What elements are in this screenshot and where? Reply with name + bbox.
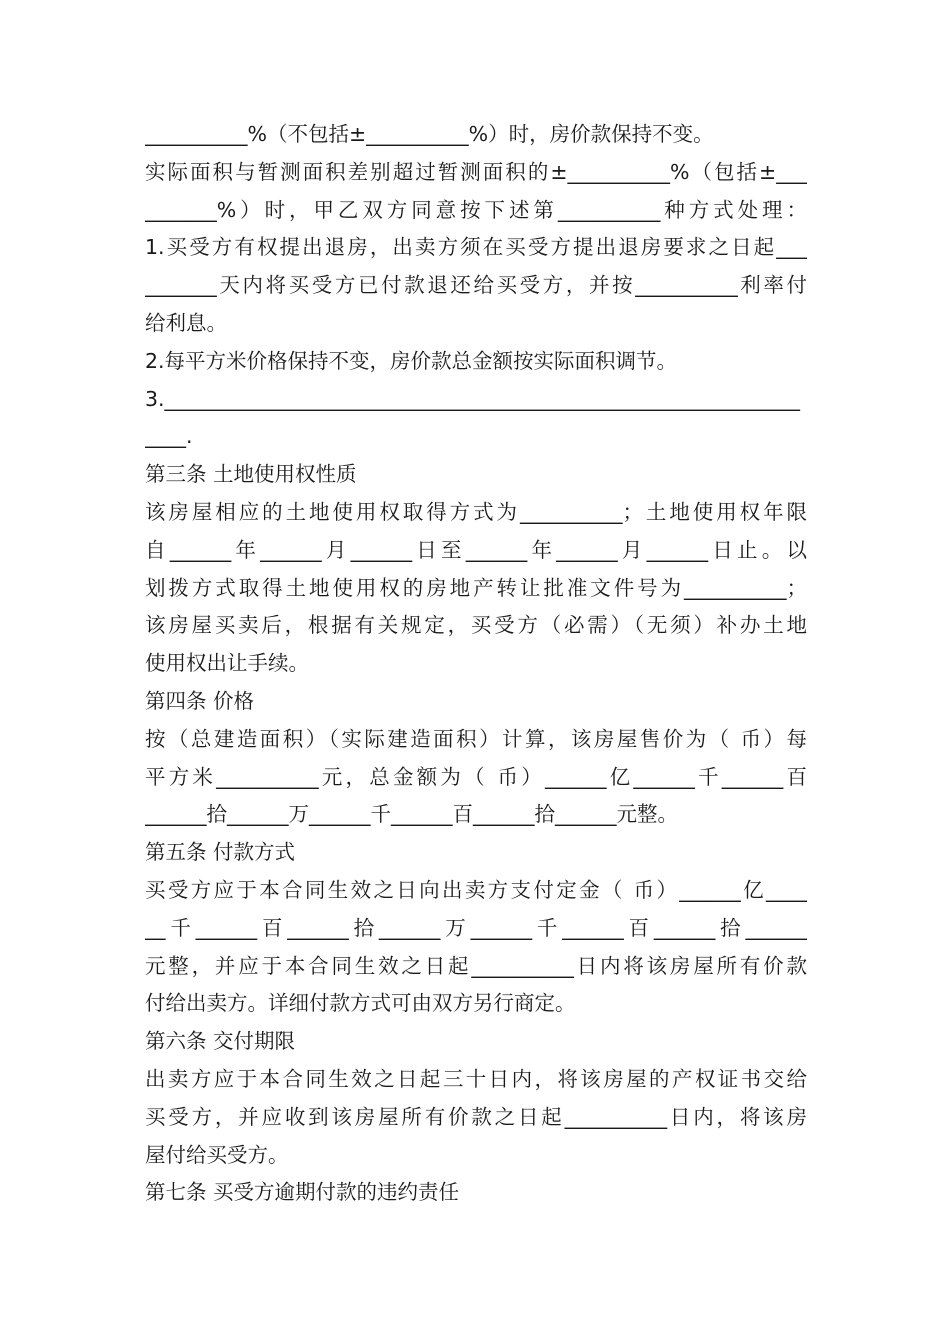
text-line: 按（总建造面积）（实际建造面积）计算，该房屋售价为（ 币）每 (145, 726, 807, 751)
text-line: 买受方应于本合同生效之日向出卖方支付定金（ 币）______亿____ (145, 877, 807, 902)
section-heading: 第三条 土地使用权性质 (145, 462, 357, 487)
text-line: 自______年______月______日至______年______月______日止。以 (145, 537, 807, 562)
section-heading: 第五条 付款方式 (145, 840, 296, 865)
text-line: 屋付给买受方。 (145, 1142, 289, 1167)
text-line: 给利息。 (145, 310, 227, 335)
text-line: 出卖方应于本合同生效之日起三十日内，将该房屋的产权证书交给 (145, 1066, 807, 1091)
text-line: ____. (145, 424, 193, 449)
text-line: 2.每平方米价格保持不变，房价款总金额按实际面积调节。 (145, 348, 678, 373)
section-heading: 第六条 交付期限 (145, 1029, 296, 1054)
text-line: 实际面积与暂测面积差别超过暂测面积的±__________%（包括±___ (145, 159, 807, 184)
text-line: 元整，并应于本合同生效之日起__________日内将该房屋所有价款 (145, 953, 807, 978)
text-line: 该房屋相应的土地使用权取得方式为__________；土地使用权年限 (145, 499, 807, 524)
text-line: __千______百______拾______万______千______百______拾______ (145, 915, 807, 940)
text-line: 1.买受方有权提出退房，出卖方须在买受方提出退房要求之日起___ (145, 235, 807, 260)
text-line: 付给出卖方。详细付款方式可由双方另行商定。 (145, 991, 576, 1016)
text-line: _______天内将买受方已付款退还给买受方，并按__________利率付 (145, 273, 807, 298)
text-line: _______%）时，甲乙双方同意按下述第__________种方式处理： (145, 197, 807, 222)
text-line: 买受方，并应收到该房屋所有价款之日起__________日内，将该房 (145, 1104, 807, 1129)
text-line: 使用权出让手续。 (145, 651, 309, 676)
text-line: 划拨方式取得土地使用权的房地产转让批准文件号为__________； (145, 575, 807, 600)
text-line: 3.______________________________________________________________ (145, 386, 801, 411)
section-heading: 第四条 价格 (145, 688, 255, 713)
text-line: __________%（不包括±__________%）时，房价款保持不变。 (145, 122, 714, 146)
text-line: ______拾______万______千______百______拾______元整。 (145, 802, 678, 827)
document-body (145, 116, 807, 1212)
text-line: 平方米__________元，总金额为（ 币）______亿______千______百 (145, 764, 807, 789)
text-line: 该房屋买卖后，根据有关规定，买受方（必需）（无须）补办土地 (145, 613, 807, 638)
section-heading: 第七条 买受方逾期付款的违约责任 (145, 1180, 460, 1205)
